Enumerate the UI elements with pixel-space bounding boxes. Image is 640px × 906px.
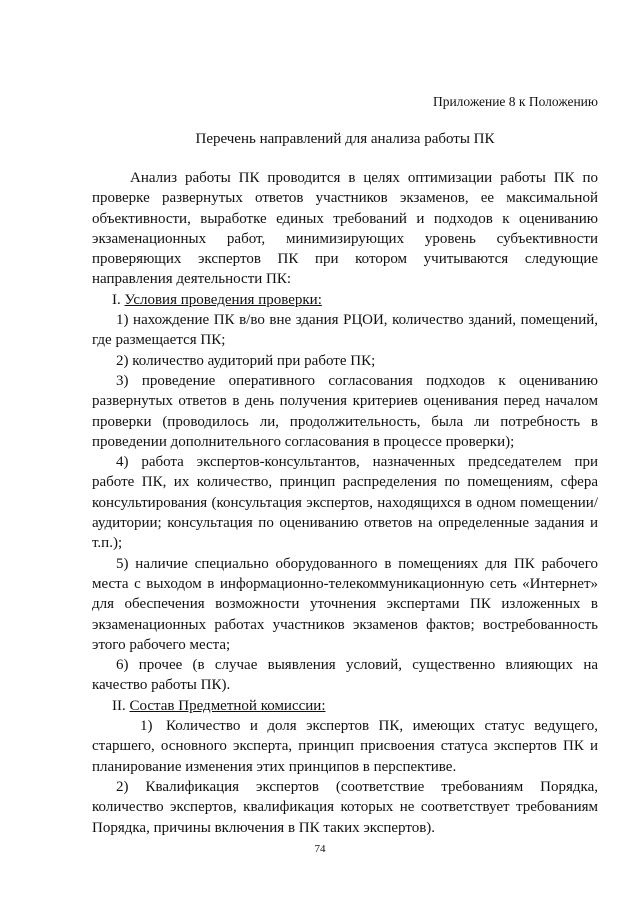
section-2-item-1 [92, 716, 598, 777]
appendix-label: Приложение 8 к Положению [432, 94, 598, 109]
intro-paragraph: Анализ работы ПК проводится в целях оптимизации работы ПК по проверке развернутых ответов участников экзаменов, ее максимальной объективности, выработке единых требований и подходов к оцениванию экзаменационных работ, минимизирующих уровень субъективности проверяющих экспертов ПК при котором учитываются следующие направления деятельности ПК: [92, 170, 598, 288]
section-1-heading [92, 290, 598, 310]
section-1-item-1: 1) нахождение ПК в/во вне здания РЦОИ, количество зданий, помещений, где размещается ПК; [92, 312, 598, 349]
section-1-item-4: 4) работа экспертов-консультантов, назначенных председателем при работе ПК, их количество, принцип распределения по помещениям, сфера консультирования (консультация экспертов, находящихся в одном помещении/аудитории; консультация по оцениванию ответов на определенные задания и т.п.); [92, 454, 598, 552]
section-2-item-2-text: Квалификация экспертов (соответствие требованиям Порядка, количество экспертов, квалификация которых не соответствует требованиям Порядка, причины включения в ПК таких экспертов). [92, 778, 599, 836]
section-1-title: Условия проведения проверки: [124, 291, 322, 308]
section-2-number: II. [112, 697, 126, 714]
section-1-item-2: 2) количество аудиторий при работе ПК; [116, 352, 376, 369]
section-2-item-2-number: 2) [116, 778, 129, 795]
section-1-item-5: 5) наличие специально оборудованного в помещениях для ПК рабочего места с выходом в информационно-телекоммуникационную сеть «Интернет» для обеспечения возможности уточнения экспертами ПК изложенных в экзаменационных работах участников экзаменов фактов; востребованность этого рабочего места; [92, 555, 598, 653]
section-2-heading [92, 696, 598, 716]
section-2-item-1-text: Количество и доля экспертов ПК, имеющих статус ведущего, старшего, основного эксперта, принцип присвоения статуса экспертов ПК и планирование изменения этих принципов в перспективе. [92, 718, 598, 775]
document-body [92, 168, 598, 838]
section-2-item-2 [92, 777, 598, 838]
section-2-item-1-number: 1) [140, 718, 153, 735]
section-1-item-6: 6) прочее (в случае выявления условий, существенно влияющих на качество работы ПК). [92, 657, 598, 694]
section-1-number: I. [112, 291, 121, 308]
section-2-title: Состав Предметной комиссии: [129, 697, 326, 714]
document-title: Перечень направлений для анализа работы ПК [195, 131, 495, 147]
page-number: 74 [314, 843, 326, 855]
section-1-item-3: 3) проведение оперативного согласования подходов к оцениванию развернутых ответов в день получения критериев оценивания перед началом проверки (проводилось ли, продолжительность, была ли потребность в проведении дополнительного согласования в процессе проверки); [92, 372, 598, 450]
